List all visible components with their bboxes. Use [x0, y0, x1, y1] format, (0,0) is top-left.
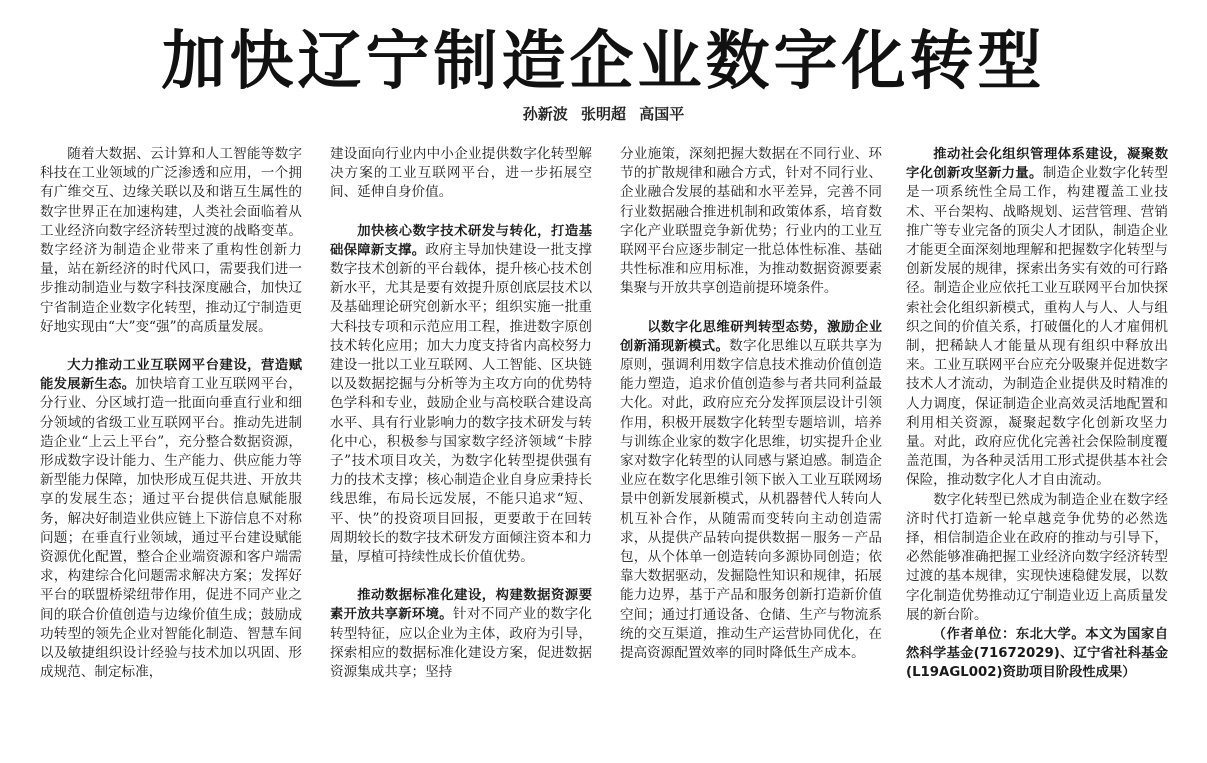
section-body: 制造企业数字化转型是一项系统性全局工作，构建覆盖工业技术、平台架构、战略规划、运营管理、营销推广等专业完备的顶尖人才团队，制造企业才能更全面深刻地理解和把握数字化转型与创新发展的规律，探索出务实有效的可行路径。制造企业应依托工业互联网平台加快探索社会化组织新模式，重构人与人、人与组织之间的价值关系，打破僵化的人才雇佣机制，把稀缺人才能量从现有组织中释放出来。工业互联网平台应充分吸聚并促进数字技术人才流动，为制造企业提供及时精准的人力调度，保证制造企业高效灵活地配置和利用相关资源，凝聚起数字化创新攻坚力量。对此，政府应优化完善社会保险制度覆盖范围，为各种灵活用工形式提供基本社会保险，推动数字化人才自由流动。: [906, 165, 1168, 489]
section-heading: 大力推动工业互联网平台建设，营造赋能发展新生态。: [40, 358, 302, 393]
section-paragraph: [40, 356, 302, 682]
section-heading: 以数字化思维研判转型态势，激励企业创新涌现新模式。: [620, 319, 882, 354]
text-column-2: [330, 145, 592, 735]
article-title: 加快辽宁制造企业数字化转型: [161, 25, 1046, 99]
section-heading: 推动社会化组织管理体系建设，凝聚数字化创新攻坚新力量。: [906, 147, 1168, 182]
author-name: 孙新波: [522, 105, 568, 123]
author-note: （作者单位：东北大学。本文为国家自然科学基金(71672029)、辽宁省社科基金(L19AGL002)资助项目阶段性成果）: [906, 627, 1168, 681]
byline: [0, 104, 1207, 124]
section-heading: 推动数据标准化建设，构建数据资源要素开放共享新环境。: [330, 588, 592, 623]
continued-paragraph: 分业施策，深刻把握大数据在不同行业、环节的扩散规律和融合方式，针对不同行业、企业融合发展的基础和水平差异，完善不同行业数据融合推进机制和政策体系，培育数字化产业联盟竞争新优势；行业内的工业互联网平台应逐步制定一批总体性标准、基础共性标准和应用标准，为推动数据资源要素集聚与开放共享创造前提环境条件。: [620, 146, 882, 297]
text-column-3: [620, 145, 882, 735]
section-paragraph: [330, 222, 592, 568]
text-column-4: [906, 145, 1168, 735]
author-name: 高国平: [639, 105, 685, 123]
section-body: 针对不同产业的数字化转型特征，应以企业为主体，政府为引导，探索相应的数据标准化建设方案，促进数据资源集成共享；坚持: [330, 606, 592, 681]
continued-paragraph: 建设面向行业内中小企业提供数字化转型解决方案的工业互联网平台，进一步拓展空间、延伸自身价值。: [330, 146, 592, 201]
section-paragraph: [620, 318, 882, 664]
author-name: 张明超: [580, 105, 626, 123]
section-body: 加快培育工业互联网平台，分行业、分区域打造一批面向垂直行业和细分领域的省级工业互联网平台。推动先进制造企业“上云上平台”，充分整合数据资源，形成数字设计能力、生产能力、供应能力等新型能力保障，加快形成互促共进、开放共享的发展生态；通过平台提供信息赋能服务，解决好制造业供应链上下游信息不对称问题；在垂直行业领域，通过平台建设赋能资源优化配置，整合企业端资源和客户端需求，构建综合化问题需求解决方案；发挥好平台的联盟桥梁纽带作用，促进不同产业之间的联合价值创造与边缘价值生成；鼓励成功转型的领先企业对智能化制造、智慧车间以及敏捷组织设计经验与技术加以巩固、形成规范、制定标准，: [40, 376, 302, 681]
section-paragraph: [330, 586, 592, 682]
section-body: 政府主导加快建设一批支撑数字技术创新的平台载体，提升核心技术创新水平，尤其是要有效提升原创底层技术以及基础理论研究创新水平；组织实施一批重大科技专项和示范应用工程，推进数字原创技术转化应用；加大力度支持省内高校努力建设一批以工业互联网、人工智能、区块链以及数据挖掘与分析等为主攻方向的优势特色学科和专业，鼓励企业与高校联合建设高水平、具有行业影响力的数字技术研发与转化中心，积极参与国家数字经济领域“卡脖子”技术项目攻关，为数字化转型提供强有力的技术支撑；核心制造企业自身应秉持长线思维，布局长远发展，不能只追求“短、平、快”的投资项目回报，更要敢于在回转周期较长的数字技术研发方面倾注资本和力量，厚植可持续性成长价值优势。: [330, 241, 592, 566]
section-body: 数字化思维以互联共享为原则，强调利用数字信息技术推动价值创造能力塑造，追求价值创造参与者共同利益最大化。对此，政府应充分发挥顶层设计引领作用，积极开展数字化转型专题培训，培养与训练企业家的数字化思维，切实提升企业家对数字化转型的认同感与紧迫感。制造企业应在数字化思维引领下嵌入工业互联网场景中创新发展新模式，从机器替代人转向人机互补合作，从随需而变转向主动创造需求，从提供产品转向提供数据－服务－产品包，从个体单一创造转向多源协同创造；依靠大数据驱动，发掘隐性知识和规律，拓展能力边界，基于产品和服务创新打造新价值空间；通过打通设备、仓储、生产与物流系统的交互渠道，推动生产运营协同优化，在提高资源配置效率的同时降低生产成本。: [620, 337, 882, 662]
intro-paragraph: 随着大数据、云计算和人工智能等数字科技在工业领域的广泛渗透和应用，一个拥有广维交互、边缘关联以及和谐互生属性的数字世界正在加速构建，人类社会面临着从工业经济向数字经济转型过渡的战略变革。数字经济为制造企业带来了重构性创新力量，站在新经济的时代风口，需要我们进一步推动制造业与数字科技深度融合，加快辽宁省制造企业数字化转型，推动辽宁制造更好地实现由“大”变“强”的高质量发展。: [40, 146, 302, 335]
text-column-1: [40, 145, 302, 735]
closing-paragraph: 数字化转型已然成为制造企业在数字经济时代打造新一轮卓越竞争优势的必然选择，相信制造企业在政府的推动与引导下，必然能够准确把握工业经济向数字经济转型过渡的基本规律，实现快速稳健发展，以数字化制造优势推动辽宁制造业迈上高质量发展的新台阶。: [906, 491, 1168, 623]
section-heading: 加快核心数字技术研发与转化，打造基础保障新支撑。: [330, 223, 592, 258]
section-paragraph: [906, 145, 1168, 491]
